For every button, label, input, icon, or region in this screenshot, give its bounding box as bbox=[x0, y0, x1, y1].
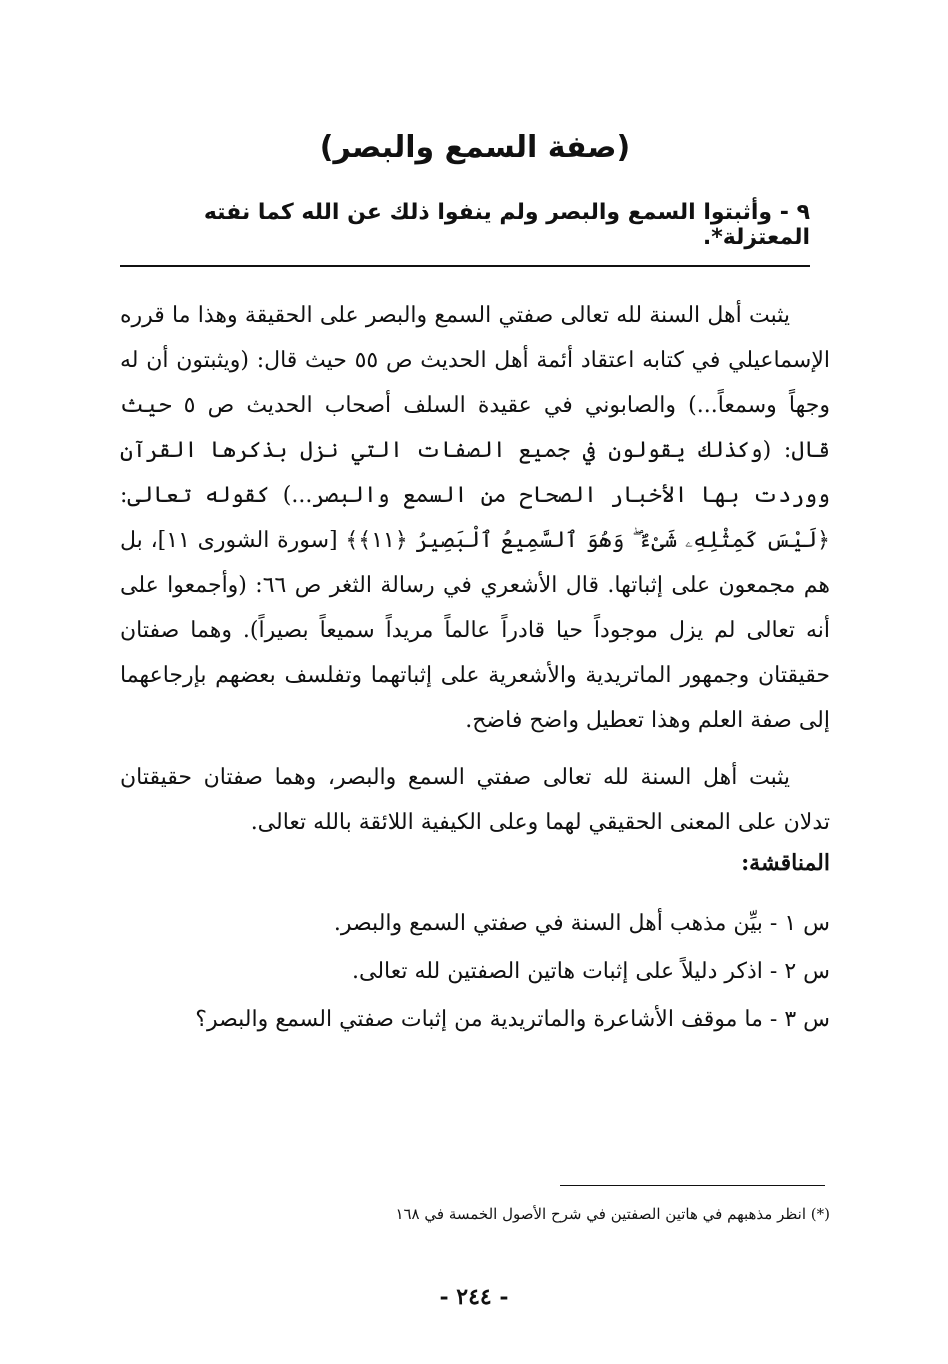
creed-statement: ٩ - وأثبتوا السمع والبصر ولم ينفوا ذلك عن الله كما نفته المعتزلة*. bbox=[203, 200, 810, 250]
question-item: س ٣ - ما موقف الأشاعرة والماتريدية من إثبات صفتي السمع والبصر؟ bbox=[195, 1007, 830, 1032]
discussion-questions bbox=[120, 900, 830, 1044]
commentary-paragraph: يثبت أهل السنة لله تعالى صفتي السمع والبصر على الحقيقة وهذا ما قرره الإسماعيلي في كتابه اعتقاد أئمة أهل الحديث ص ٥٥ حيث قال: (ويثبتون أن له وجهاً وسمعاً...) والصابوني في عقيدة السلف أصحاب الحديث ص ٥ حيث قال: (وكذلك يقولون في جميع الصفات التي نزل بذكرها القرآن ووردت بها الأخبار الصحاح من السمع والبصر...) كقوله تعالى: ﴿لَيْسَ كَمِثْلِهِۦ شَىْءٌ ۖ وَهُوَ ٱلسَّمِيعُ ٱلْبَصِيرُ ﴿١١﴾﴾ [سورة الشورى ١١]، بل هم مجمعون على إثباتها. قال الأشعري في رسالة الثغر ص ٦٦: (وأجمعوا على أنه تعالى لم يزل موجوداً حيا قادراً عالماً مريداً سميعاً بصيراً). وهما صفتان حقيقتان وجمهور الماتريدية والأشعرية على إثباتهما وتفلسف بعضهم بإرجاعهما إلى صفة العلم وهذا تعطيل واضح فاضح. bbox=[120, 303, 831, 733]
discussion-label: المناقشة: bbox=[741, 850, 830, 876]
question-item: س ٢ - اذكر دليلاً على إثبات هاتين الصفتين لله تعالى. bbox=[352, 959, 830, 984]
page-number: - ٢٤٤ - bbox=[439, 1284, 509, 1310]
question-item: س ١ - بيِّن مذهب أهل السنة في صفتي السمع والبصر. bbox=[333, 911, 830, 936]
commentary-paragraph: يثبت أهل السنة لله تعالى صفتي السمع والبصر، وهما صفتان حقيقتان تدلان على المعنى الحقيقي لهما وعلى الكيفية اللائقة بالله تعالى. bbox=[120, 765, 830, 835]
footnote: (*) انظر مذهبهم في هاتين الصفتين في شرح الأصول الخمسة في ١٦٨ bbox=[395, 1205, 830, 1223]
separator-line bbox=[120, 265, 810, 267]
footnote-separator bbox=[560, 1185, 825, 1186]
commentary-body bbox=[120, 293, 830, 845]
section-heading: (صفة السمع والبصر) bbox=[319, 130, 631, 165]
